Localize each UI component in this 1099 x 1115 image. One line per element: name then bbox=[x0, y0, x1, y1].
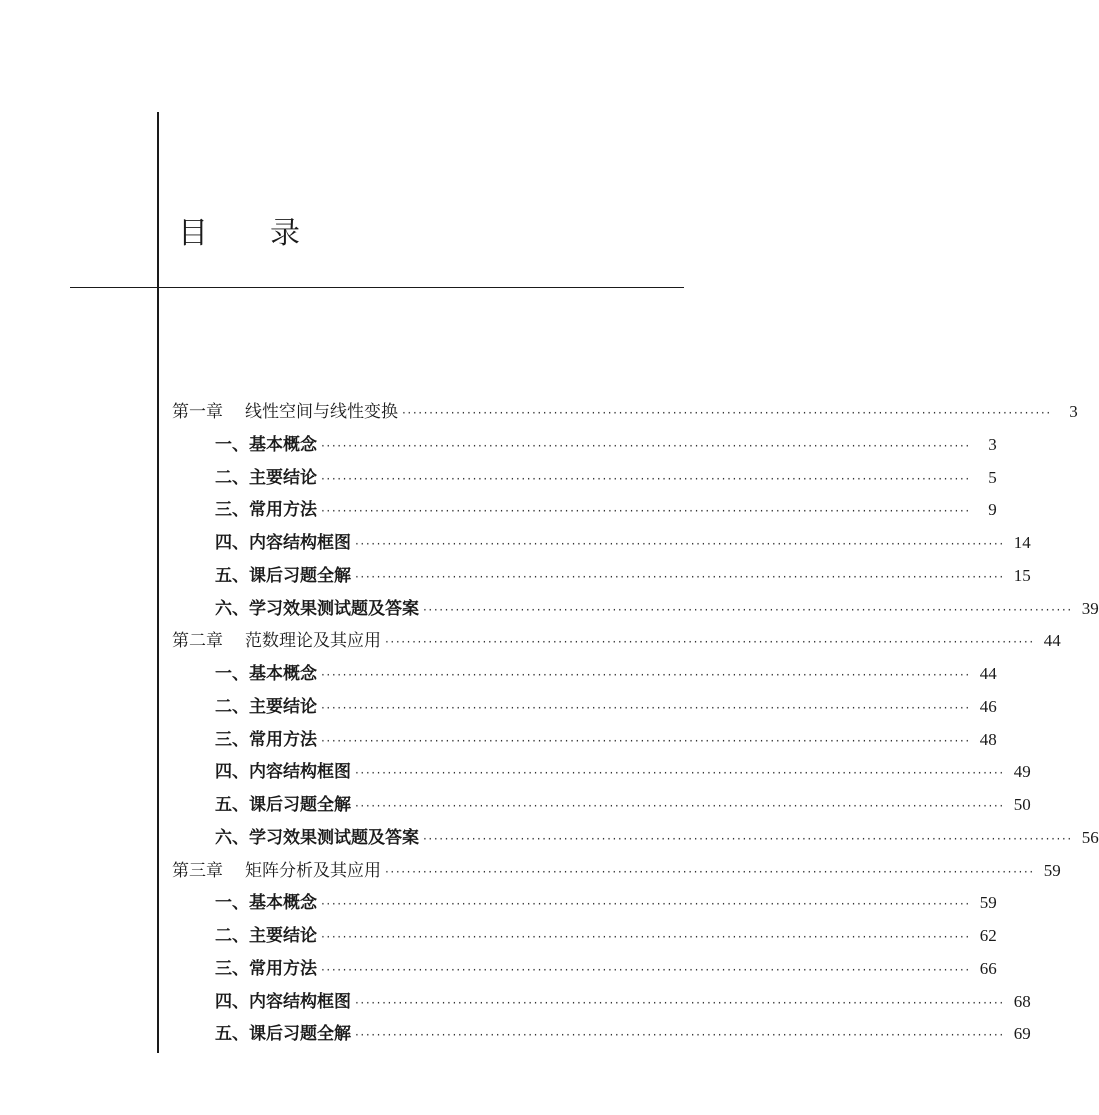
toc-chapter-entry[interactable] bbox=[172, 396, 1078, 429]
toc-page-number: 39 bbox=[1081, 598, 1099, 618]
toc-dot-leader: ························································································································ bbox=[355, 995, 1005, 1010]
toc-section-entry[interactable] bbox=[172, 560, 1031, 593]
toc-entry-label bbox=[215, 789, 351, 822]
toc-section-entry[interactable] bbox=[172, 462, 997, 495]
toc-entry-label bbox=[215, 658, 317, 691]
toc-page-number: 68 bbox=[1013, 991, 1031, 1011]
table-of-contents bbox=[172, 396, 1099, 1051]
toc-section-entry[interactable] bbox=[172, 822, 1099, 855]
toc-entry-title: 一、基本概念 bbox=[215, 664, 317, 684]
toc-section-entry[interactable] bbox=[172, 756, 1031, 789]
toc-entry-title: 五、课后习题全解 bbox=[215, 565, 351, 586]
toc-page-number: 66 bbox=[979, 958, 997, 978]
toc-section-entry[interactable] bbox=[172, 494, 997, 527]
toc-section-entry[interactable] bbox=[172, 953, 997, 986]
toc-chapter-number: 第二章 bbox=[172, 631, 223, 652]
toc-entry-title: 六、学习效果测试题及答案 bbox=[215, 827, 419, 848]
toc-entry-label bbox=[215, 920, 317, 953]
toc-section-entry[interactable] bbox=[172, 527, 1031, 560]
toc-dot-leader: ························································································································ bbox=[423, 831, 1073, 846]
toc-dot-leader: ························································································································ bbox=[321, 438, 971, 453]
toc-entry-title: 线性空间与线性变换 bbox=[245, 402, 398, 422]
toc-section-entry[interactable] bbox=[172, 429, 997, 462]
toc-entry-label bbox=[215, 691, 317, 724]
toc-dot-leader: ························································································································ bbox=[355, 537, 1005, 551]
toc-page-number: 59 bbox=[1043, 860, 1061, 880]
toc-dot-leader: ························································································································ bbox=[355, 569, 1005, 584]
toc-chapter-entry[interactable] bbox=[172, 855, 1061, 888]
toc-entry-label bbox=[215, 756, 351, 789]
toc-section-entry[interactable] bbox=[172, 724, 997, 757]
toc-section-entry[interactable] bbox=[172, 986, 1031, 1019]
toc-page-number: 3 bbox=[1069, 402, 1078, 421]
toc-section-entry[interactable] bbox=[172, 1018, 1031, 1051]
toc-dot-leader: ························································································································ bbox=[423, 602, 1073, 617]
toc-chapter-number: 第三章 bbox=[172, 860, 223, 881]
toc-page-number: 59 bbox=[979, 893, 997, 913]
toc-entry-title: 五、课后习题全解 bbox=[215, 1024, 351, 1045]
toc-entry-label bbox=[215, 527, 351, 560]
toc-entry-title: 五、课后习题全解 bbox=[215, 795, 351, 815]
toc-section-entry[interactable] bbox=[172, 658, 997, 691]
page-title bbox=[178, 214, 300, 254]
toc-dot-leader: ························································································································ bbox=[321, 504, 971, 519]
toc-entry-label bbox=[215, 724, 317, 757]
toc-dot-leader: ························································································································ bbox=[402, 406, 1052, 420]
toc-page-number: 50 bbox=[1013, 795, 1031, 814]
toc-page-number: 44 bbox=[979, 664, 997, 683]
toc-page-number: 48 bbox=[979, 729, 997, 749]
horizontal-rule bbox=[70, 287, 684, 288]
toc-page-number: 44 bbox=[1043, 631, 1061, 651]
toc-section-entry[interactable] bbox=[172, 789, 1031, 822]
toc-dot-leader: ························································································································ bbox=[321, 700, 971, 715]
toc-entry-title: 一、基本概念 bbox=[215, 434, 317, 455]
toc-chapter-entry[interactable] bbox=[172, 625, 1061, 658]
toc-entry-title: 三、常用方法 bbox=[215, 958, 317, 979]
toc-section-entry[interactable] bbox=[172, 920, 997, 953]
toc-entry-title: 四、内容结构框图 bbox=[215, 991, 351, 1012]
toc-entry-title: 二、主要结论 bbox=[215, 467, 317, 488]
toc-dot-leader: ························································································································ bbox=[321, 897, 971, 912]
toc-entry-title: 四、内容结构框图 bbox=[215, 533, 351, 553]
toc-dot-leader: ························································································································ bbox=[321, 668, 971, 682]
toc-entry-label bbox=[215, 887, 317, 920]
toc-page-number: 49 bbox=[1013, 762, 1031, 782]
toc-chapter-number: 第一章 bbox=[172, 402, 223, 422]
toc-entry-label bbox=[215, 822, 419, 855]
toc-entry-label bbox=[172, 625, 381, 658]
page-title-char-2: 录 bbox=[270, 216, 300, 251]
toc-entry-label bbox=[215, 429, 317, 462]
page-title-char-1: 目 bbox=[178, 216, 208, 251]
vertical-rule bbox=[157, 112, 159, 1053]
toc-page-number: 14 bbox=[1013, 533, 1031, 552]
toc-entry-title: 二、主要结论 bbox=[215, 696, 317, 717]
toc-dot-leader: ························································································································ bbox=[355, 799, 1005, 813]
toc-page-number: 46 bbox=[979, 696, 997, 716]
toc-entry-label bbox=[215, 1018, 351, 1051]
toc-section-entry[interactable] bbox=[172, 887, 997, 920]
toc-page-number: 9 bbox=[988, 500, 997, 520]
toc-entry-title: 矩阵分析及其应用 bbox=[245, 860, 381, 881]
toc-dot-leader: ························································································································ bbox=[385, 864, 1035, 879]
toc-entry-title: 六、学习效果测试题及答案 bbox=[215, 598, 419, 619]
toc-dot-leader: ························································································································ bbox=[321, 962, 971, 977]
toc-section-entry[interactable] bbox=[172, 593, 1099, 626]
toc-entry-title: 四、内容结构框图 bbox=[215, 762, 351, 783]
toc-page-number: 56 bbox=[1081, 827, 1099, 847]
toc-entry-label bbox=[172, 396, 398, 429]
toc-entry-title: 一、基本概念 bbox=[215, 893, 317, 914]
toc-page-number: 69 bbox=[1013, 1024, 1031, 1044]
toc-page-number: 62 bbox=[979, 926, 997, 945]
toc-entry-title: 二、主要结论 bbox=[215, 926, 317, 946]
toc-entry-label bbox=[215, 953, 317, 986]
toc-entry-label bbox=[215, 494, 317, 527]
toc-dot-leader: ························································································································ bbox=[385, 635, 1035, 650]
toc-dot-leader: ························································································································ bbox=[321, 733, 971, 748]
toc-entry-title: 范数理论及其应用 bbox=[245, 631, 381, 652]
toc-dot-leader: ························································································································ bbox=[321, 471, 971, 486]
toc-dot-leader: ························································································································ bbox=[321, 930, 971, 944]
toc-entry-label bbox=[215, 560, 351, 593]
toc-section-entry[interactable] bbox=[172, 691, 997, 724]
toc-entry-title: 三、常用方法 bbox=[215, 500, 317, 521]
toc-page-number: 15 bbox=[1013, 565, 1031, 585]
toc-dot-leader: ························································································································ bbox=[355, 1028, 1005, 1043]
toc-entry-label bbox=[215, 462, 317, 495]
toc-entry-label bbox=[172, 855, 381, 888]
toc-entry-label bbox=[215, 986, 351, 1019]
toc-dot-leader: ························································································································ bbox=[355, 766, 1005, 781]
toc-page-number: 3 bbox=[988, 434, 997, 454]
toc-entry-label bbox=[215, 593, 419, 626]
toc-entry-title: 三、常用方法 bbox=[215, 729, 317, 750]
toc-page-number: 5 bbox=[988, 467, 997, 487]
